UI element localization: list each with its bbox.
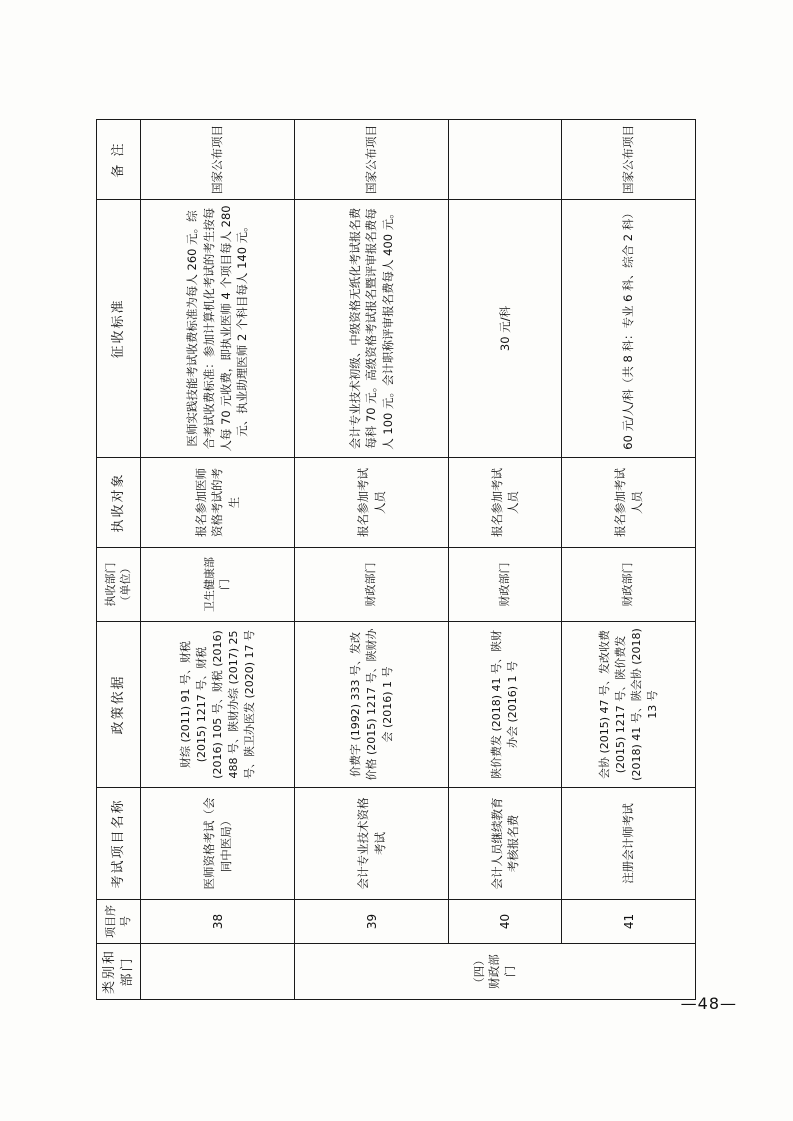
cell-item-no: 38	[141, 900, 295, 944]
cell-remark: 国家公布项目	[295, 120, 449, 200]
header-collection-standard: 征收标准	[97, 200, 141, 458]
cell-policy-basis: 财综 (2011) 91 号、财税 (2015) 1217 号、财税 (2016) 105 号、财税 (2016) 488 号、陕财办综 (2017) 25 号、陕卫办医发 (2020) 17 号	[141, 622, 295, 788]
header-remark: 备 注	[97, 120, 141, 200]
table-header-row	[97, 120, 141, 1000]
cell-collecting-object: 报名参加考试人员	[449, 458, 562, 548]
cell-exam-item-name: 会计专业技术资格考试	[295, 788, 449, 900]
header-collecting-dept: 执收部门（单位）	[97, 548, 141, 622]
cell-collecting-dept: 财政部门	[449, 548, 562, 622]
cell-exam-item-name: 会计人员继续教育考核报名费	[449, 788, 562, 900]
cell-item-no: 40	[449, 900, 562, 944]
header-exam-item-name: 考试项目名称	[97, 788, 141, 900]
cell-policy-basis: 陕价费发 (2018) 41 号、陕财办会 (2016) 1 号	[449, 622, 562, 788]
cell-exam-item-name: 医师资格考试（会同中医局）	[141, 788, 295, 900]
header-category-dept: 类别和部门	[97, 944, 141, 1000]
cell-collection-standard: 30 元/科	[449, 200, 562, 458]
cell-collecting-dept: 财政部门	[562, 548, 696, 622]
page-number: —48—	[680, 994, 737, 1013]
table-row	[562, 120, 696, 1000]
cell-collecting-dept: 卫生健康部门	[141, 548, 295, 622]
cell-collection-standard: 60 元/人/科（共 8 科：专业 6 科、综合 2 科）	[562, 200, 696, 458]
cell-collecting-object: 报名参加考试人员	[295, 458, 449, 548]
header-item-no: 项目序号	[97, 900, 141, 944]
cell-group-label: （四）财政部门	[295, 944, 696, 1000]
cell-remark	[449, 120, 562, 200]
header-collecting-object: 执收对象	[97, 458, 141, 548]
cell-category-dept	[141, 944, 295, 1000]
cell-collection-standard: 医师实践技能考试收费标准为每人 260 元。综合考试收费标准：参加计算机化考试的考生按每人每 70 元收费，即执业医师 4 个项目每人 280 元、执业助理医师 2 个科目每人 140 元。	[141, 200, 295, 458]
cell-item-no: 39	[295, 900, 449, 944]
cell-remark: 国家公布项目	[141, 120, 295, 200]
header-policy-basis: 政策依据	[97, 622, 141, 788]
table-row	[295, 120, 449, 1000]
cell-collecting-dept: 财政部门	[295, 548, 449, 622]
cell-remark: 国家公布项目	[562, 120, 696, 200]
cell-item-no: 41	[562, 900, 696, 944]
cell-policy-basis: 价费字 (1992) 333 号、发改价格 (2015) 1217 号、陕财办会 (2016) 1 号	[295, 622, 449, 788]
cell-collection-standard: 会计专业技术初级、中级资格无纸化考试报名费每科 70 元。高级资格考试报名暨评审报名费每人 100 元。会计职称评审报名费每人 400 元。	[295, 200, 449, 458]
cell-collecting-object: 报名参加医师资格考试的考生	[141, 458, 295, 548]
cell-collecting-object: 报名参加考试人员	[562, 458, 696, 548]
cell-exam-item-name: 注册会计师考试	[562, 788, 696, 900]
cell-policy-basis: 会协 (2015) 47 号、发改收费 (2015) 1217 号、陕价费发 (2018) 41 号、陕会协 (2018) 13 号	[562, 622, 696, 788]
table-row	[141, 120, 295, 1000]
rotated-table-wrapper	[96, 120, 696, 1000]
fee-schedule-table	[96, 119, 696, 1000]
table-row	[449, 120, 562, 1000]
